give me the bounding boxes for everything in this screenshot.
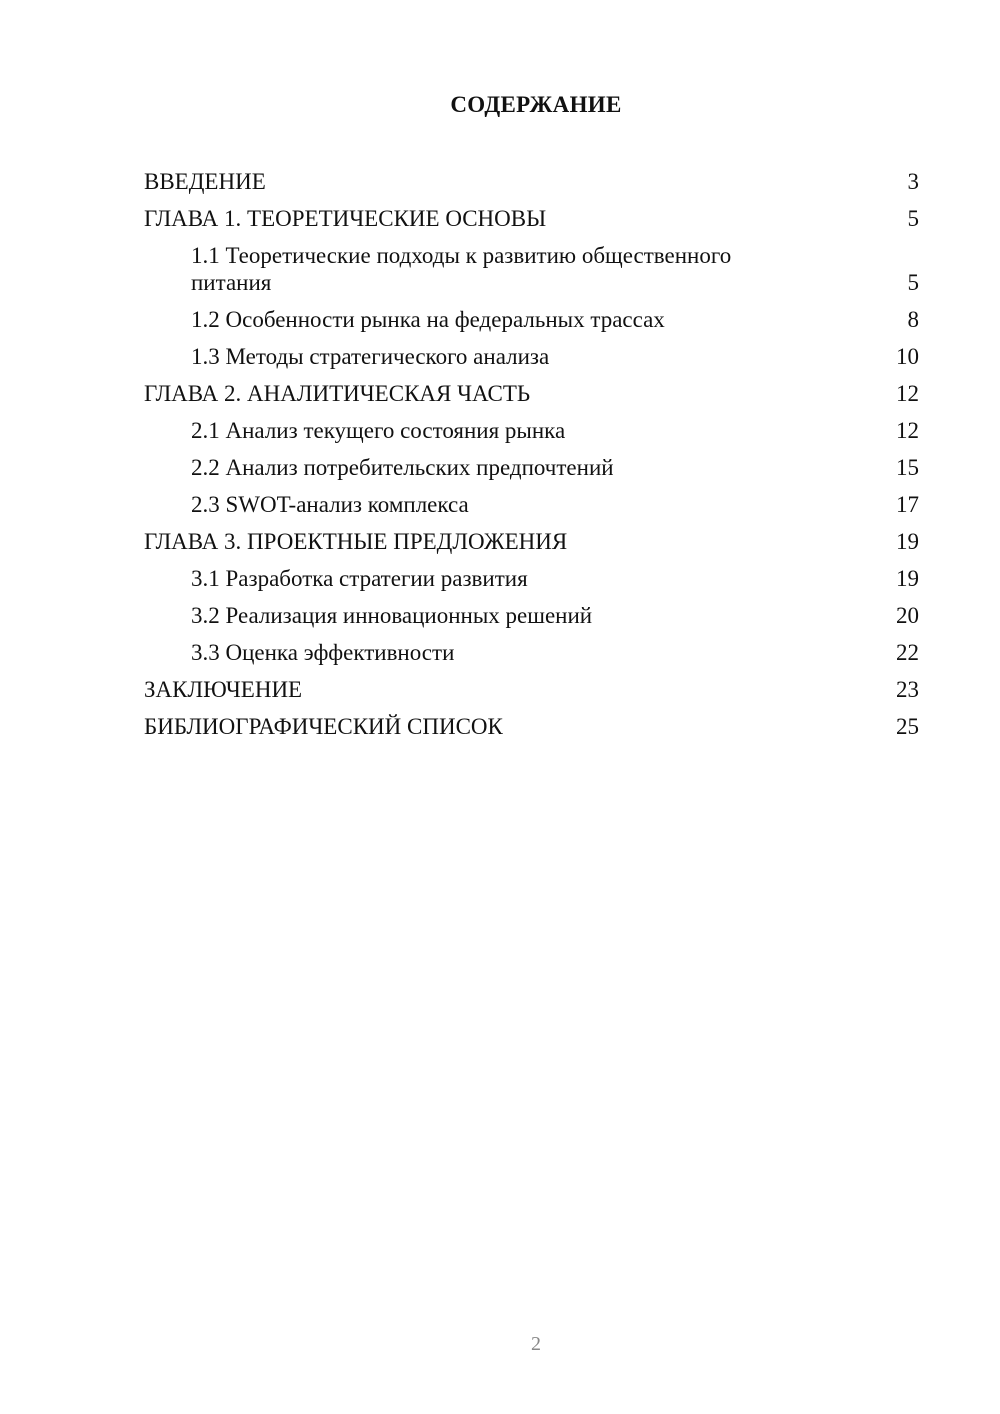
toc-entry-page: 15 xyxy=(896,455,919,480)
toc-entry-page: 12 xyxy=(896,418,919,443)
toc-entry-page: 8 xyxy=(907,307,919,332)
toc-entry-section-2-1[interactable] xyxy=(144,417,919,444)
toc-entry-label: ВВЕДЕНИЕ xyxy=(144,169,266,194)
toc-entry-section-2-2[interactable] xyxy=(144,454,919,481)
toc-entry-page: 23 xyxy=(896,677,919,702)
toc-entry-section-3-3[interactable] xyxy=(144,639,919,666)
toc-entry-page: 25 xyxy=(896,714,919,739)
toc-entry-section-1-1[interactable] xyxy=(144,242,919,296)
toc-entry-page: 3 xyxy=(907,169,919,194)
toc-entry-label: ГЛАВА 3. ПРОЕКТНЫЕ ПРЕДЛОЖЕНИЯ xyxy=(144,529,568,554)
toc-entry-label: 3.2 Реализация инновационных решений xyxy=(191,603,593,628)
toc-entry-label: БИБЛИОГРАФИЧЕСКИЙ СПИСОК xyxy=(144,714,503,739)
toc-entry-page: 19 xyxy=(896,529,919,554)
toc-entry-chapter-3[interactable] xyxy=(144,528,919,555)
toc-entry-page: 12 xyxy=(896,381,919,406)
toc-entry-page: 22 xyxy=(896,640,919,665)
page-title: СОДЕРЖАНИЕ xyxy=(450,92,622,117)
toc-entry-section-2-3[interactable] xyxy=(144,491,919,518)
toc-entry-section-3-1[interactable] xyxy=(144,565,919,592)
toc-entry-conclusion[interactable] xyxy=(144,676,919,703)
toc-entry-bibliography[interactable] xyxy=(144,713,919,740)
toc-entry-label: 1.2 Особенности рынка на федеральных трассах xyxy=(191,307,665,332)
toc-entry-section-1-3[interactable] xyxy=(144,343,919,370)
toc-entry-chapter-2[interactable] xyxy=(144,380,919,407)
toc-entry-label: ЗАКЛЮЧЕНИЕ xyxy=(144,677,303,702)
toc-entry-label: 2.2 Анализ потребительских предпочтений xyxy=(191,455,614,480)
page-number: 2 xyxy=(531,1333,541,1355)
toc-entry-label: 3.3 Оценка эффективности xyxy=(191,640,455,665)
toc-entry-chapter-1[interactable] xyxy=(144,205,919,232)
toc-entry-section-1-2[interactable] xyxy=(144,306,919,333)
toc-entry-page: 19 xyxy=(896,566,919,591)
toc-entry-label: ГЛАВА 1. ТЕОРЕТИЧЕСКИЕ ОСНОВЫ xyxy=(144,206,547,231)
toc-entry-label: 2.1 Анализ текущего состояния рынка xyxy=(191,418,566,443)
table-of-contents xyxy=(144,168,919,750)
toc-entry-label: 1.1 Теоретические подходы к развитию общественного питания xyxy=(191,243,732,295)
toc-entry-page: 17 xyxy=(896,492,919,517)
toc-entry-introduction[interactable] xyxy=(144,168,919,195)
toc-entry-label: 1.3 Методы стратегического анализа xyxy=(191,344,550,369)
toc-entry-label: 3.1 Разработка стратегии развития xyxy=(191,566,528,591)
toc-entry-page: 5 xyxy=(907,270,919,295)
toc-entry-section-3-2[interactable] xyxy=(144,602,919,629)
toc-entry-label: 2.3 SWOT-анализ комплекса xyxy=(191,492,469,517)
toc-entry-page: 10 xyxy=(896,344,919,369)
toc-entry-label: ГЛАВА 2. АНАЛИТИЧЕСКАЯ ЧАСТЬ xyxy=(144,381,531,406)
toc-entry-page: 5 xyxy=(907,206,919,231)
toc-entry-page: 20 xyxy=(896,603,919,628)
